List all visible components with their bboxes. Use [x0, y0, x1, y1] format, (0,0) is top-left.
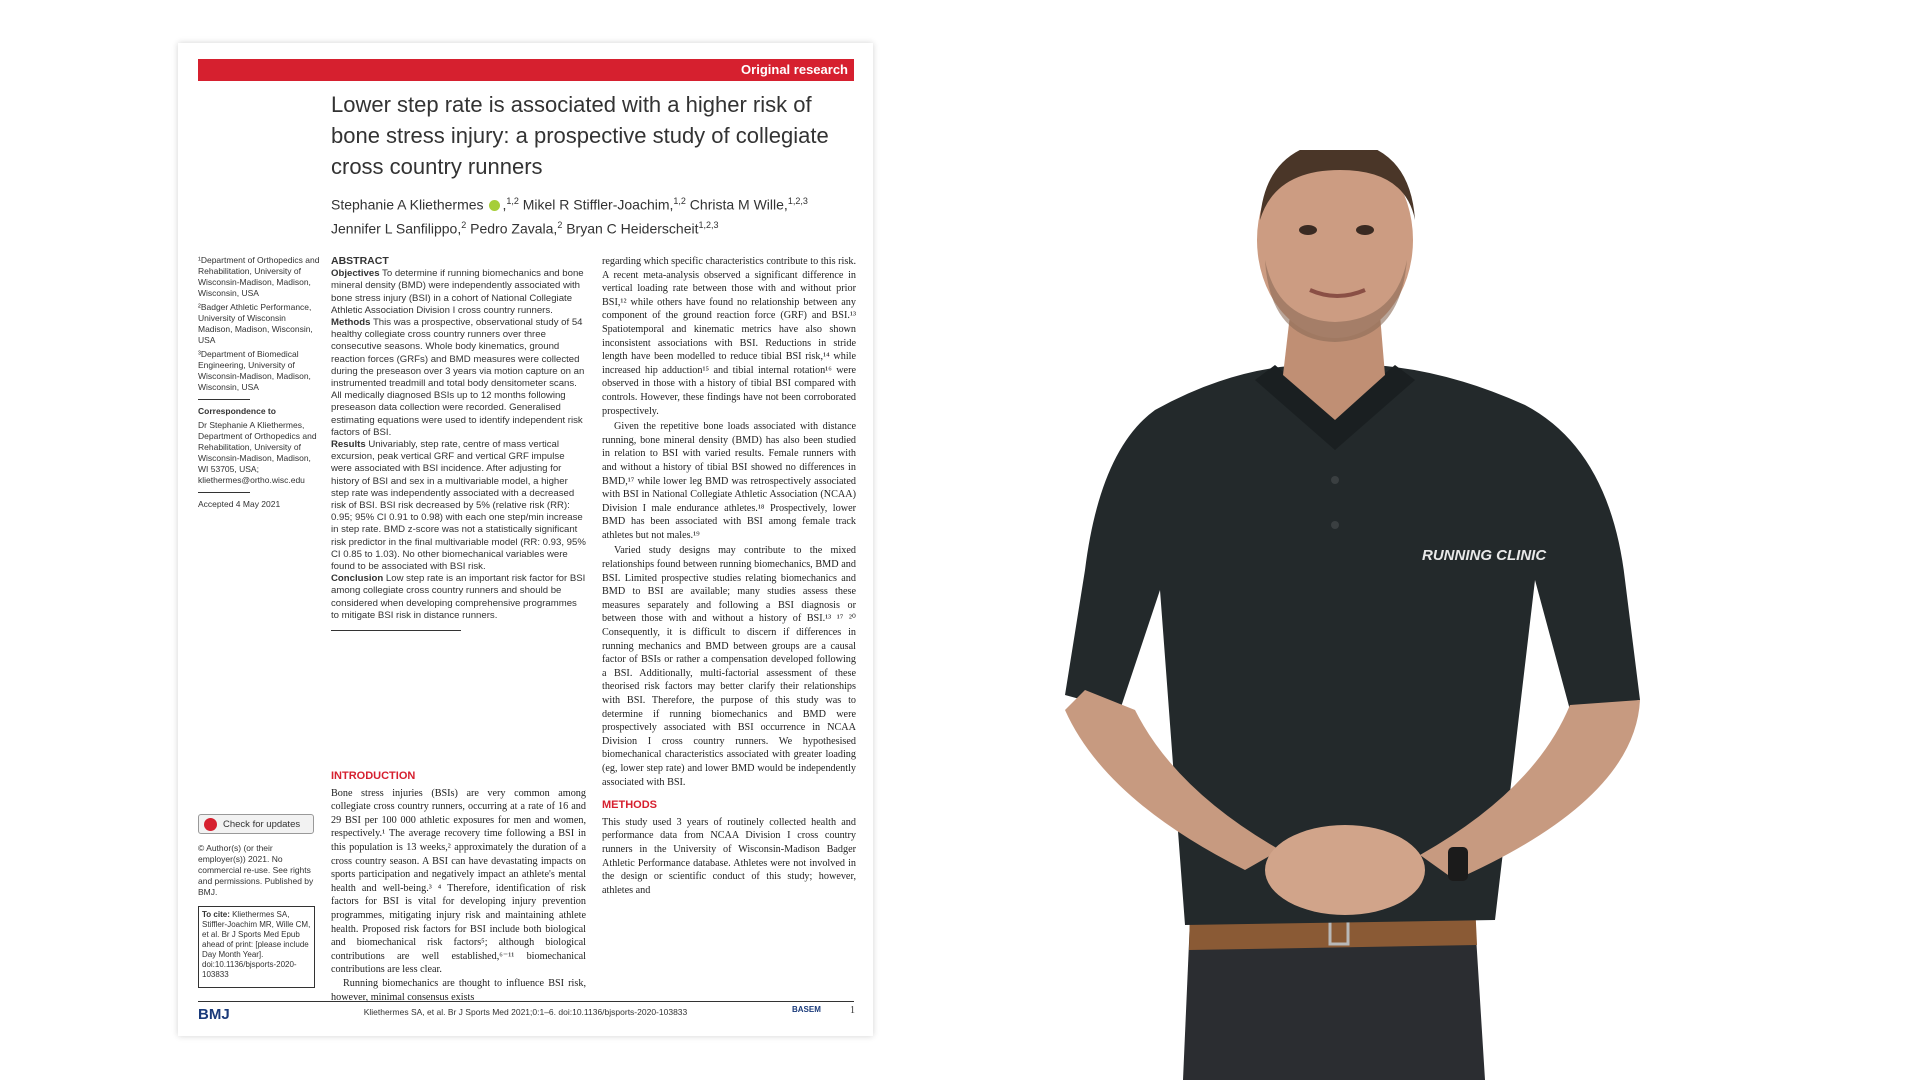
author-name: Bryan C Heiderscheit: [562, 220, 699, 237]
body-paragraph: Running biomechanics are thought to influence BSI risk, however, minimal consensus exists: [331, 977, 586, 1003]
paper-page: [178, 43, 873, 1036]
author-affiliation-sup: 1,2,3: [787, 196, 808, 206]
bmj-logo: BMJ: [198, 1006, 230, 1023]
presenter: [1065, 150, 1665, 1080]
abstract-section-label: Methods: [331, 317, 371, 329]
copyright-note: [198, 843, 320, 901]
affiliation-item: ¹Department of Orthopedics and Rehabilitation, University of Wisconsin-Madison, Madison, Wisconsin, USA: [198, 255, 320, 298]
abstract-section-text: This was a prospective, observational study of 54 healthy collegiate cross country runners over three consecutive seasons. Whole body kinematics, ground reaction forces (GRFs) and BMD measures were collected during the preseason over 3 years via motion capture on an instrumented treadmill and total body densitometer scans. All medically diagnosed BSIs up to 12 months following preseason data collection were recorded. Generalised estimating equations were used to identify independent risk factors of BSI.: [331, 317, 585, 438]
author-affiliation-sup: 2: [557, 219, 563, 230]
check-for-updates-button[interactable]: [198, 814, 314, 834]
abstract-section: [331, 573, 586, 622]
shirt-button: [1331, 476, 1339, 484]
abstract-section: [331, 268, 586, 317]
right-eye: [1356, 225, 1374, 235]
page-number: 1: [850, 1005, 855, 1016]
author-list: Stephanie A Kliethermes ,$^{1,2}$ Mikel R Stiffler-Joachim,$^{1,2}$ Christa M Wille,$^{1,2,3}$ Jennifer L Sanfilippo,$^2$ Pedro Zavala,$^2$ Bryan C Heiderscheit$^{1,2,3}$: [331, 196, 808, 237]
check-updates-icon: [204, 818, 217, 831]
author-name: Stephanie A Kliethermes: [331, 196, 484, 213]
paper-title: Lower step rate is associated with a higher risk of bone stress injury: a prospective study of collegiate cross country runners: [331, 92, 829, 179]
abstract-section-text: Univariably, step rate, centre of mass vertical excursion, peak vertical GRF and vertical GRF impulse were associated with BSI incidence. After adjusting for history of BSI and sex in a multivariable model, a higher step rate was independently associated with a decreased risk of BSI. BSI risk decreased by 5% (relative risk (RR): 0.95; 95% CI 0.91 to 0.98) with each one step/min increase in step rate. BMD z-score was not a statistically significant risk predictor in the final multivariable model (RR: 0.93, 95% CI 0.85 to 1.03). No other biomechanical variables were found to be associated with BSI risk.: [331, 439, 586, 573]
abstract: [331, 255, 586, 637]
author-name: Pedro Zavala,: [466, 220, 558, 237]
methods-heading: METHODS: [602, 799, 657, 812]
to-cite-box: [198, 906, 315, 988]
body-paragraph: Varied study designs may contribute to the mixed relationships found between running biomechanics, BMD and BSI. Limited prospective studies relating biomechanics and BMD to BSI are available; many studies assess these measures separately and following a BSI diagnosis or between those with and without a history of BSI.¹³ ¹⁷ ²⁰ Consequently, it is difficult to discern if differences in running mechanics and BMD between groups are a causal factor of BSIs or rather a compensation developed following a BSI. Additionally, multi-factorial assessment of these theorised risk factors may better clarify their relationships with BSI. Therefore, the purpose of this study was to determine if running biomechanics and BMD were prospectively associated with BSI occurrence in NCAA Division I cross country runners. We hypothesised biomechanical characteristics associated with greater loading (eg, lower step rate) and lower BMD would be independently associated with BSI.: [602, 545, 856, 788]
left-eye: [1299, 225, 1317, 235]
author-name: Mikel R Stiffler-Joachim,: [518, 196, 674, 213]
footer-citation: Kliethermes SA, et al. Br J Sports Med 2021;0:1–6. doi:10.1136/bjsports-2020-103833: [363, 1007, 688, 1017]
hands: [1265, 825, 1425, 915]
body-paragraph: regarding which specific characteristics contribute to this risk. A recent meta-analysis observed a significant difference in vertical loading rate between those with and without prior BSI,¹² while others have found no relationship between any component of the ground reaction force (GRF) and BSI.¹³ Spatiotemporal and kinematic metrics have also shown inconsistent associations with BSI. Reductions in stride length have been modelled to reduce tibial BSI risk,¹⁴ while increased hip adduction¹⁵ and tibial internal rotation¹⁶ were observed in those with a history of tibial BSI compared with controls. However, these findings have not been corroborated prospectively.: [602, 256, 856, 417]
check-updates-label: Check for updates: [223, 819, 301, 830]
introduction-section: [331, 770, 586, 1004]
cite-label: To cite:: [202, 910, 230, 919]
author-affiliation-sup: 1,2,3: [698, 219, 719, 230]
abstract-section-text: Low step rate is an important risk factor for BSI among collegiate cross country runners and should be considered when developing comprehensive programmes to mitigate BSI risk in distance runners.: [331, 573, 586, 621]
affiliations: [198, 255, 320, 513]
abstract-heading: ABSTRACT: [331, 255, 389, 267]
affiliation-item: ³Department of Biomedical Engineering, University of Wisconsin-Madison, Madison, Wisconsin, USA: [198, 349, 311, 392]
article-type-banner: Original research: [198, 59, 854, 81]
basem-logo: BASEM: [792, 1005, 821, 1014]
author-affiliation-sup: 1,2: [506, 196, 519, 206]
wristwatch: [1448, 847, 1468, 881]
running-clinic-logo: RUNNING CLINIC: [1422, 547, 1547, 564]
author-affiliation-sup: 2: [461, 219, 467, 230]
author-name: Jennifer L Sanfilippo,: [331, 220, 462, 237]
affiliation-item: ²Badger Athletic Performance, University of Wisconsin Madison, Madison, Wisconsin, USA: [198, 302, 313, 345]
abstract-section-text: To determine if running biomechanics and bone mineral density (BMD) were independently associated with bone stress injury (BSI) in a cohort of National Collegiate Athletic Association Division I cross country runners.: [331, 268, 584, 316]
divider: [198, 399, 250, 400]
body-paragraph: Bone stress injuries (BSIs) are very common among collegiate cross country runners, occurring at a rate of 16 and 29 BSI per 100 000 athletic exposures for men and women, respectively.¹ The average recovery time following a BSI in this population is 13 weeks,² approximately the duration of a cross country season. A BSI can have devastating impacts on sports participation and negatively impact an athlete's mental health and well-being.³ ⁴ Therefore, identification of risk factors for BSI is vital for developing injury prevention programmes, mitigating injury risk and maintaining athlete health. Proposed risk factors for BSI include both biological and biomechanical risk factors⁵; although biological contributions are well established,⁶⁻¹¹ biomechanical contributions are less clear.: [331, 787, 586, 976]
body-paragraph: Given the repetitive bone loads associated with distance running, bone mineral density (BMD) has also been studied in relation to BSI with varied results. Female runners with and without a history of tibial BSI showed no differences in BMD,¹⁷ while lower leg BMD was retrospectively associated with BSI in National Collegiate Athletic Association (NCAA) Division I male endurance athletes.¹⁸ Prospectively, lower BMD has been associated with BSI among female track athletes but not males.¹⁹: [602, 421, 856, 541]
author-name: Christa M Wille,: [685, 196, 788, 213]
body-paragraph: This study used 3 years of routinely collected health and performance data from NCAA Division I cross country runners in the University of Wisconsin-Madison Badger Athletic Performance database. Athletes were not involved in the design or scientific conduct of this study; however, athletes and: [602, 816, 856, 896]
introduction-heading: INTRODUCTION: [331, 770, 416, 782]
abstract-section-label: Objectives: [331, 268, 380, 280]
author-affiliation-sup: 1,2: [673, 196, 686, 206]
cite-text: Kliethermes SA, Stiffler-Joachim MR, Wille CM, et al. Br J Sports Med Epub ahead of print: [please include Day Month Year]. doi:10.1136/bjsports-2020-103833: [202, 910, 311, 979]
abstract-section-label: Conclusion: [331, 573, 384, 585]
shirt-button: [1331, 521, 1339, 529]
abstract-section: [331, 439, 586, 573]
copyright-text: © Author(s) (or their employer(s)) 2021. No commercial re-use. See rights and permissions. Published by BMJ.: [198, 843, 314, 897]
footer-divider: [198, 1001, 854, 1002]
abstract-section: [331, 317, 586, 439]
divider: [198, 492, 250, 493]
divider: [331, 630, 461, 631]
correspondence-label: Correspondence to: [198, 406, 276, 416]
orcid-icon[interactable]: [489, 200, 500, 211]
correspondence-text: Dr Stephanie A Kliethermes, Department of Orthopedics and Rehabilitation, University of Wisconsin-Madison, Madison, WI 53705, USA; kliethermes@ortho.wisc.edu: [198, 420, 317, 485]
abstract-section-label: Results: [331, 439, 366, 451]
right-column: [602, 255, 856, 897]
accepted-date: Accepted 4 May 2021: [198, 499, 281, 509]
presenter-figure: [1065, 150, 1665, 1080]
